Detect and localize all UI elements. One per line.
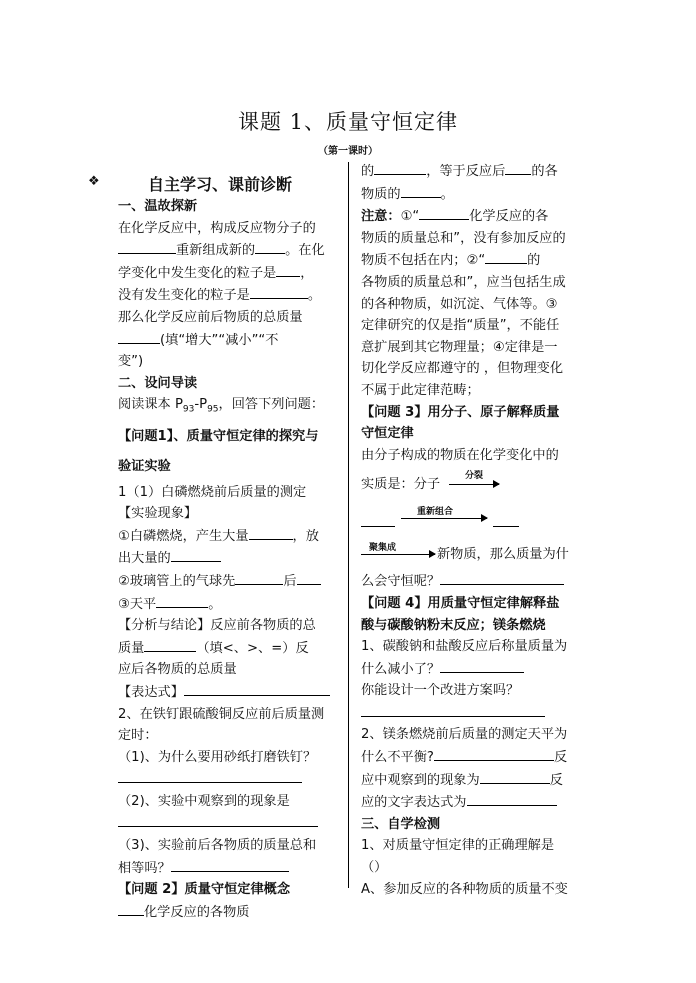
blank[interactable] (276, 262, 300, 277)
text-line: 应中观察到的现象为 反 (361, 769, 579, 792)
question-1-heading: 验证实验 (118, 458, 171, 474)
question-4-heading: 酸与碳酸钠粉末反应；镁条燃烧 (361, 617, 546, 633)
text-line (118, 768, 336, 791)
section-title: 自主学习、课前诊断 (148, 175, 293, 194)
text-line: 2、镁条燃烧前后质量的测定天平为 (361, 727, 568, 743)
arrow-icon (401, 518, 487, 519)
text-line: 【表达式】 (118, 681, 336, 704)
heading-guided: 二、设问导读 (118, 375, 198, 391)
arrow-row-assemble (361, 536, 579, 570)
text-line: （2)、实验中观察到的现象是 (118, 793, 290, 809)
text-line: （） (361, 860, 388, 876)
blank[interactable] (118, 239, 176, 254)
arrow-row-recombine (361, 498, 579, 536)
text-line: 在化学反应中，构成反应物分子的 (118, 220, 316, 236)
text-line: 相等吗？ (118, 857, 336, 880)
text-line: ③天平 。 (118, 593, 336, 616)
text-line: 什么不平衡? 反 (361, 746, 579, 769)
blank[interactable] (467, 791, 557, 806)
text-line: ②玻璃管上的气球先 后 (118, 570, 336, 593)
blank[interactable] (184, 681, 330, 696)
text-line: 物质不包括在内；②“ 的 (361, 249, 579, 272)
text-line: 【分析与结论】反应前各物质的总 (118, 618, 316, 634)
text-line: 由分子构成的物质在化学变化中的 (361, 447, 559, 463)
text-line: 定律研究的仅是指“质量”，不能任 (361, 318, 560, 334)
arrow-label-assemble: 聚集成 (369, 543, 397, 554)
text-line: 1（1）白磷燃烧前后质量的测定 (118, 484, 307, 500)
text-line: 2、在铁钉跟硫酸铜反应前后质量测 (118, 706, 325, 722)
blank[interactable] (419, 205, 469, 220)
text-line: 那么化学反应前后物质的总质量 (118, 309, 303, 325)
text-line: 切化学反应都遵守的 ，但物理变化 (361, 361, 564, 377)
text-line: （1)、为什么要用砂纸打磨铁钉？ (118, 749, 317, 765)
question-4-heading: 【问题 4】用质量守恒定律解释盐 (361, 595, 560, 611)
text-line: 1、对质量守恒定律的正确理解是 (361, 838, 555, 854)
arrow-label-split: 分裂 (465, 471, 484, 482)
blank[interactable] (118, 812, 318, 827)
blank[interactable] (171, 857, 289, 872)
text-line: 重新组成新的 。在化 (118, 239, 336, 262)
text-line: A、参加反应的各种物质的质量不变 (361, 881, 568, 897)
blank[interactable] (144, 637, 196, 652)
blank[interactable] (156, 593, 208, 608)
question-3-heading: 守恒定律 (361, 426, 414, 442)
text-line: 应后各物质的总质量 (118, 662, 237, 678)
question-1-heading: 【问题1】、质量守恒定律的探究与 (118, 428, 319, 444)
question-2-heading: 【问题 2】质量守恒定律概念 (118, 882, 291, 898)
text-line: 出大量的 (118, 547, 336, 570)
diamond-bullet-icon: ❖ (88, 174, 100, 189)
text-line: 1、碳酸钠和盐酸反应后称量质量为 (361, 639, 568, 655)
text-line: 的 ，等于反应后 的各 (361, 160, 579, 183)
page-subtitle: （第一课时） (318, 146, 378, 157)
blank[interactable] (255, 239, 285, 254)
arrow-icon (449, 484, 499, 485)
blank[interactable] (118, 329, 160, 344)
blank[interactable] (480, 769, 550, 784)
text-line: 应的文字表达式为 (361, 791, 579, 814)
column-divider (348, 162, 349, 888)
blank[interactable] (505, 160, 531, 175)
text-line: 化学反应的各物质 (118, 901, 336, 924)
blank[interactable] (249, 525, 293, 540)
blank[interactable] (440, 570, 564, 585)
text-line: 意扩展到其它物理量；④定律是一 (361, 339, 558, 355)
text-line (361, 702, 579, 725)
blank[interactable] (171, 547, 221, 562)
arrow-row-split (361, 466, 579, 498)
text-line: 的各种物质，如沉淀、气体等。③ (361, 296, 558, 312)
arrow-label-recombine: 重新组合 (417, 507, 454, 518)
heading-self-check: 三、自学检测 (361, 816, 441, 832)
blank[interactable] (250, 284, 308, 299)
text-line: 定时： (118, 728, 158, 744)
text-line: ①白磷燃烧，产生大量 ，放 (118, 525, 336, 548)
text-line: (填“增大”“减小”“不 (118, 329, 336, 352)
heading-review: 一、温故探新 (118, 199, 198, 214)
page-title: 课题 1、质量守恒定律 (237, 110, 459, 134)
text-line: 变”) (118, 354, 144, 370)
right-column (361, 160, 579, 900)
question-3-heading: 【问题 3】用分子、原子解释质量 (361, 404, 560, 420)
text-line (118, 812, 336, 835)
text-line: 各物质的质量总和”，应当包括生成 (361, 274, 566, 290)
text-line: 你能设计一个改进方案吗？ (361, 683, 520, 699)
text-line: 学变化中发生变化的粒子是 ， (118, 262, 336, 285)
blank[interactable] (361, 702, 545, 717)
text-line: （3)、实验前后各物质的质量总和 (118, 838, 317, 854)
text-line: 阅读课本 $P_{93}-P_{95}$，回答下列问题： (118, 397, 325, 415)
text-line: 新物质，那么质量为什 (437, 547, 569, 563)
text-line: 没有发生变化的粒子是 。 (118, 284, 336, 307)
blank[interactable] (401, 183, 441, 198)
left-column (118, 196, 336, 923)
blank[interactable] (434, 746, 554, 761)
text-line: 物质的 。 (361, 183, 579, 206)
text-line: 【实验现象】 (118, 506, 198, 522)
text-line: 质量 （填<、>、=）反 (118, 637, 336, 660)
blank[interactable] (118, 768, 302, 783)
text-line: 不属于此定律范畴； (361, 382, 480, 398)
blank[interactable] (297, 570, 321, 585)
text-line: 实质是：分子 (361, 477, 441, 493)
arrow-icon (361, 554, 435, 555)
blank[interactable] (235, 570, 283, 585)
blank[interactable] (118, 901, 144, 916)
blank[interactable] (493, 512, 519, 527)
text-line: 么会守恒呢？ (361, 570, 579, 593)
blank[interactable] (361, 512, 395, 527)
blank[interactable] (485, 249, 527, 264)
blank[interactable] (374, 160, 426, 175)
text-line: 注意：①“ 化学反应的各 (361, 205, 579, 228)
text-line: 什么减小了？ (361, 658, 579, 681)
blank[interactable] (440, 658, 524, 673)
text-line: 物质的质量总和”，没有参加反应的 (361, 230, 566, 246)
